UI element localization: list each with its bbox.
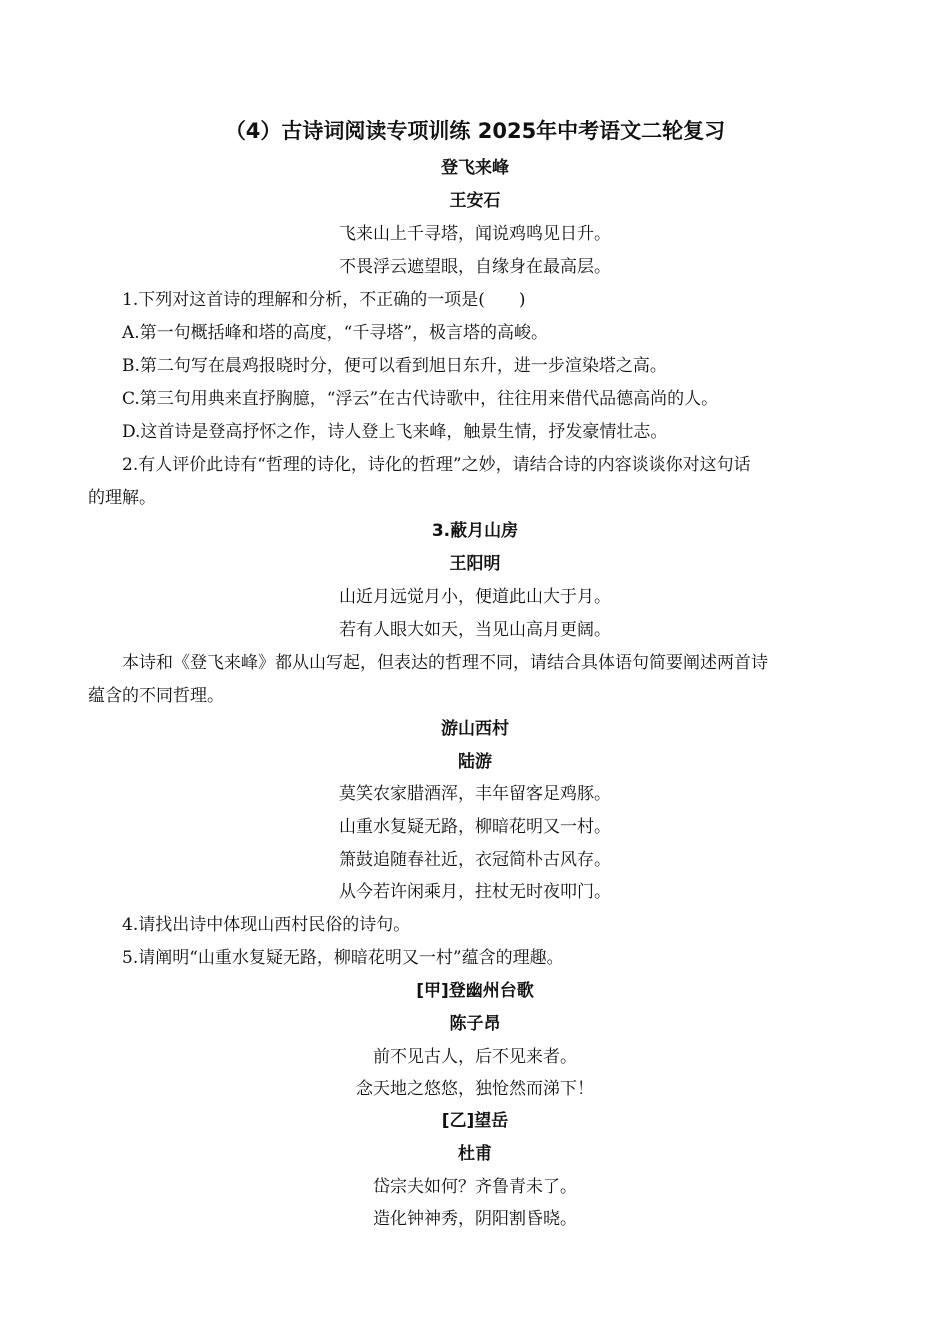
poem-line: 从今若许闲乘月，拄杖无时夜叩门。	[339, 882, 611, 902]
poem-line: 飞来山上千寻塔，闻说鸡鸣见日升。	[339, 224, 611, 244]
page-title: （4）古诗词阅读专项训练 2025年中考语文二轮复习	[224, 119, 726, 143]
poem-line: 造化钟神秀，阴阳割昏晓。	[373, 1209, 577, 1229]
poem-line: 岱宗夫如何？齐鲁青未了。	[373, 1177, 577, 1197]
poem-line: 箫鼓追随春社近，衣冠简朴古风存。	[339, 850, 611, 870]
poem-author: 杜甫	[458, 1144, 492, 1164]
poem-author: 王安石	[449, 191, 501, 211]
question-option-a: A.第一句概括峰和塔的高度，“千寻塔”，极言塔的高峻。	[122, 323, 549, 343]
poem-title: [甲]登幽州台歌	[416, 981, 534, 1001]
question-option-d: D.这首诗是登高抒怀之作，诗人登上飞来峰，触景生情，抒发豪情壮志。	[122, 422, 668, 442]
question-text: 5.请阐明“山重水复疑无路，柳暗花明又一村”蕴含的理趣。	[122, 948, 564, 968]
poem-line: 不畏浮云遮望眼，自缘身在最高层。	[339, 257, 611, 277]
poem-title: [乙]望岳	[441, 1111, 509, 1131]
question-stem: 1.下列对这首诗的理解和分析，不正确的一项是( )	[122, 290, 526, 310]
poem-title: 游山西村	[441, 719, 509, 739]
poem-author: 王阳明	[449, 554, 501, 574]
poem-line: 前不见古人，后不见来者。	[373, 1047, 577, 1067]
poem-author: 陆游	[458, 752, 492, 772]
question-text-continued: 蕴含的不同哲理。	[88, 686, 224, 706]
question-option-c: C.第三句用典来直抒胸臆，“浮云”在古代诗歌中，往往用来借代品德高尚的人。	[122, 389, 719, 409]
poem-line: 念天地之悠悠，独怆然而涕下！	[356, 1079, 594, 1099]
poem-title: 3.蔽月山房	[431, 521, 519, 541]
question-option-b: B.第二句写在晨鸡报晓时分，便可以看到旭日东升，进一步渲染塔之高。	[122, 356, 667, 376]
question-text: 4.请找出诗中体现山西村民俗的诗句。	[122, 915, 411, 935]
poem-title: 登飞来峰	[441, 158, 509, 178]
question-text: 本诗和《登飞来峰》都从山写起，但表达的哲理不同，请结合具体语句简要阐述两首诗	[122, 653, 768, 673]
question-text-continued: 的理解。	[88, 488, 156, 508]
poem-line: 莫笑农家腊酒浑，丰年留客足鸡豚。	[339, 784, 611, 804]
question-text: 2.有人评价此诗有“哲理的诗化，诗化的哲理”之妙，请结合诗的内容谈谈你对这句话	[122, 455, 751, 475]
poem-line: 山近月远觉月小，便道此山大于月。	[339, 587, 611, 607]
poem-author: 陈子昂	[449, 1014, 501, 1034]
poem-line: 山重水复疑无路，柳暗花明又一村。	[339, 817, 611, 837]
poem-line: 若有人眼大如天，当见山高月更阔。	[339, 620, 611, 640]
